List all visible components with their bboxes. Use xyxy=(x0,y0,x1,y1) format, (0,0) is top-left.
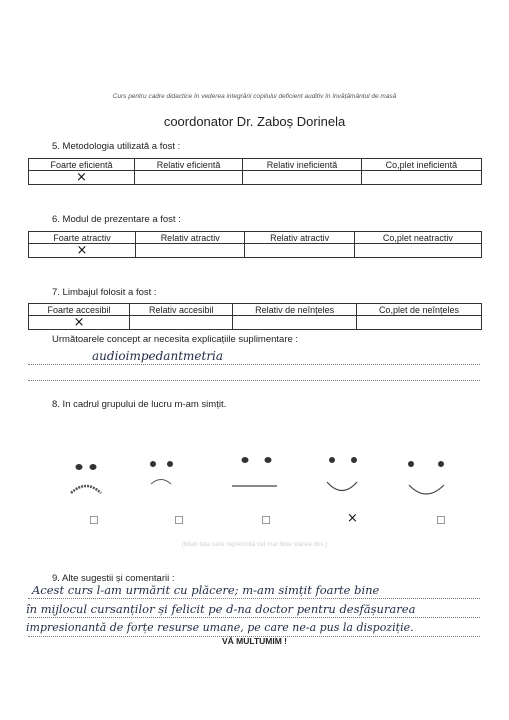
q6-mark-cell-3[interactable] xyxy=(245,244,354,258)
q6-option-3[interactable]: Relativ atractiv xyxy=(245,232,354,244)
face-very-sad-icon xyxy=(71,464,101,493)
q7-option-1[interactable]: Foarte accesibil xyxy=(29,304,130,316)
closing-thanks: VĂ MULTUMIM ! xyxy=(222,636,287,646)
q5-option-4[interactable]: Co,plet ineficientă xyxy=(361,159,481,171)
check-mark-icon: × xyxy=(73,314,85,330)
q7-mark-cell-2[interactable] xyxy=(130,316,233,330)
question-8: 8. In cadrul grupului de lucru m-am simțit. xyxy=(52,399,227,410)
face-sad-icon xyxy=(150,461,173,484)
q7-option-4[interactable]: Co,plet de neînțeles xyxy=(356,304,481,316)
face-2-checkbox[interactable] xyxy=(175,516,183,524)
check-mark-icon: × xyxy=(76,169,87,185)
q5-mark-cell-4[interactable] xyxy=(361,171,481,185)
q7-option-3[interactable]: Relativ de neînțeles xyxy=(233,304,357,316)
face-5-checkbox[interactable] xyxy=(437,516,445,524)
course-header: Curs pentru cadre didactice în vederea integrării copilului deficient auditiv în învățământul de masă xyxy=(112,93,397,100)
q7-mark-cell-1[interactable] xyxy=(29,316,130,330)
faces-caption: (bifați fața care reprezintă cel mai bine starea dvs.) xyxy=(181,541,328,548)
q7-mark-cell-3[interactable] xyxy=(233,316,357,330)
question-5: 5. Metodologia utilizată a fost : xyxy=(52,141,181,152)
face-1-checkbox[interactable] xyxy=(90,516,98,524)
q7-answer-handwritten[interactable]: audioimpedantmetria xyxy=(92,349,224,363)
face-3-checkbox[interactable] xyxy=(262,516,270,524)
face-very-happy-icon xyxy=(408,461,444,494)
comment-rule-1 xyxy=(28,598,480,599)
comment-rule-2 xyxy=(28,617,480,618)
comment-line-3[interactable]: impresionantă de forțe resurse umane, pe care ne-a pus la dispoziție. xyxy=(26,621,414,634)
answer-line-2 xyxy=(28,380,480,381)
mood-faces xyxy=(55,455,475,507)
q6-mark-cell-2[interactable] xyxy=(136,244,245,258)
q5-mark-cell-3[interactable] xyxy=(243,171,362,185)
q7-option-2[interactable]: Relativ accesibil xyxy=(130,304,233,316)
q6-mark-cell-1[interactable] xyxy=(29,244,136,258)
q6-option-1[interactable]: Foarte atractiv xyxy=(29,232,136,244)
comment-line-1[interactable]: Acest curs l-am urmărit cu plăcere; m-am simțit foarte bine xyxy=(32,583,380,597)
q5-option-2[interactable]: Relativ eficientă xyxy=(134,159,242,171)
q5-mark-cell-2[interactable] xyxy=(134,171,242,185)
comment-line-2[interactable]: în mijlocul cursanților și felicit pe d-na doctor pentru desfășurarea xyxy=(26,602,416,616)
question-7: 7. Limbajul folosit a fost : xyxy=(52,287,157,298)
face-4-check-mark-icon[interactable]: × xyxy=(347,511,358,526)
face-neutral-icon xyxy=(232,457,277,486)
q5-option-1[interactable]: Foarte eficientă xyxy=(29,159,135,171)
answer-line-1 xyxy=(28,364,480,365)
q5-mark-cell-1[interactable] xyxy=(29,171,135,185)
face-happy-icon xyxy=(327,457,357,491)
check-mark-icon: × xyxy=(76,242,88,258)
q6-options-table xyxy=(28,231,482,258)
question-9: 9. Alte sugestii și comentarii : xyxy=(52,573,175,584)
q6-mark-cell-4[interactable] xyxy=(354,244,481,258)
q6-option-2[interactable]: Relativ atractiv xyxy=(136,232,245,244)
q5-option-3[interactable]: Relativ ineficientă xyxy=(243,159,362,171)
q7-options-table xyxy=(28,303,482,330)
coordinator-title: coordonator Dr. Zaboș Dorinela xyxy=(163,114,346,129)
q6-option-4[interactable]: Co,plet neatractiv xyxy=(354,232,481,244)
question-6: 6. Modul de prezentare a fost : xyxy=(52,214,181,225)
q5-options-table xyxy=(28,158,482,185)
q7-mark-cell-4[interactable] xyxy=(356,316,481,330)
q7-followup: Următoarele concept ar necesita explicațiile suplimentare : xyxy=(52,334,299,345)
